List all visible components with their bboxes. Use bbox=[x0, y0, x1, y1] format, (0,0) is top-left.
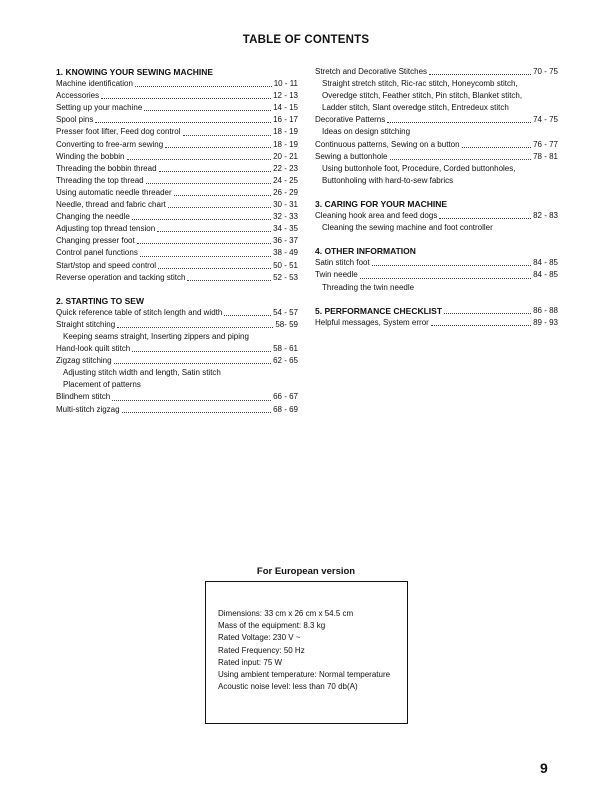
toc-entry-title: Adjusting top thread tension bbox=[56, 224, 156, 234]
toc-entry-pages: 52 - 53 bbox=[273, 272, 298, 282]
toc-entry[interactable] bbox=[56, 199, 298, 211]
section-heading-caring: 3. CARING FOR YOUR MACHINE bbox=[315, 198, 448, 209]
spec-dimensions: Dimensions: 33 cm x 26 cm x 54.5 cm bbox=[218, 609, 354, 618]
toc-entry[interactable] bbox=[56, 151, 298, 163]
toc-entry[interactable] bbox=[56, 187, 298, 199]
toc-entry-pages: 10 - 11 bbox=[273, 79, 298, 89]
toc-entry[interactable] bbox=[56, 260, 298, 272]
toc-entry-satin-stitch-foot[interactable]: Satin stitch foot 84 - 85 bbox=[315, 258, 558, 268]
toc-entry-pages: 50 - 51 bbox=[273, 260, 298, 270]
toc-entry-stretch-decorative[interactable]: Stretch and Decorative Stitches 70 - 75 bbox=[315, 67, 558, 76]
european-version-title: For European version bbox=[256, 566, 356, 577]
toc-entry-title: Setting up your machine bbox=[56, 103, 143, 113]
toc-entry-title: Converting to free-arm sewing bbox=[56, 139, 164, 149]
toc-entry-pages: 32 - 33 bbox=[273, 212, 298, 222]
section-1-entry-list bbox=[56, 78, 298, 284]
toc-entry-title: Machine identification bbox=[56, 79, 133, 89]
toc-subentry-stretch-3: Ladder stitch, Slant overedge stitch, Entredeux stitch bbox=[322, 103, 509, 113]
toc-entry-continuous-patterns[interactable]: Continuous patterns, Sewing on a button 76 - 77 bbox=[315, 139, 558, 149]
toc-entry[interactable] bbox=[56, 102, 298, 114]
toc-entry[interactable] bbox=[56, 163, 298, 175]
toc-entry[interactable] bbox=[56, 114, 298, 126]
toc-entry-title: Threading the bobbin thread bbox=[56, 163, 157, 173]
toc-entry-multi-stitch-zigzag[interactable]: Multi-stitch zigzag 68 - 69 bbox=[56, 404, 298, 414]
toc-entry-pages: 34 - 35 bbox=[273, 224, 298, 234]
toc-entry[interactable] bbox=[56, 78, 298, 90]
toc-entry-twin-needle[interactable]: Twin needle 84 - 85 bbox=[315, 270, 558, 280]
toc-entry-decorative-patterns[interactable]: Decorative Patterns 74 - 75 bbox=[315, 115, 558, 125]
toc-entry-blindhem[interactable]: Blindhem stitch 66 - 67 bbox=[56, 392, 298, 402]
toc-entry-title: Threading the top thread bbox=[56, 175, 144, 185]
toc-entry-pages: 22 - 23 bbox=[273, 163, 298, 173]
toc-subentry-decorative: Ideas on design stitching bbox=[322, 127, 411, 137]
toc-entry-cleaning-hook[interactable]: Cleaning hook area and feed dogs 82 - 83 bbox=[315, 211, 558, 221]
spec-rated-frequency: Rated Frequency: 50 Hz bbox=[218, 645, 305, 655]
toc-right-column bbox=[315, 66, 558, 329]
toc-entry-title: Presser foot lifter, Feed dog control bbox=[56, 127, 181, 137]
toc-entry[interactable] bbox=[56, 235, 298, 247]
toc-entry-zigzag[interactable]: Zigzag stitching 62 - 65 bbox=[56, 356, 298, 366]
toc-subentry-buttonhole-1: Using buttonhole foot, Procedure, Corded buttonholes, bbox=[322, 163, 516, 173]
toc-entry-title: Reverse operation and tacking stitch bbox=[56, 272, 186, 282]
spec-acoustic-noise: Acoustic noise level: less than 70 db(A) bbox=[218, 682, 358, 692]
toc-entry-title: Accessories bbox=[56, 91, 100, 101]
toc-entry[interactable] bbox=[56, 139, 298, 151]
toc-entry-sewing-buttonhole[interactable]: Sewing a buttonhole 78 - 81 bbox=[315, 151, 558, 161]
section-heading-other-info: 4. OTHER INFORMATION bbox=[315, 246, 416, 257]
spec-ambient-temperature: Using ambient temperature: Normal temperature bbox=[218, 670, 391, 680]
toc-entry-title: Changing the needle bbox=[56, 212, 130, 222]
toc-entry[interactable] bbox=[56, 272, 298, 284]
toc-entry-pages: 26 - 29 bbox=[273, 187, 298, 197]
toc-subentry-cleaning: Cleaning the sewing machine and foot controller bbox=[322, 223, 493, 233]
toc-subentry-stretch-2: Overedge stitch, Feather stitch, Pin stitch, Blanket stitch, bbox=[322, 91, 523, 101]
toc-subentry-stretch-1: Straight stretch stitch, Ric-rac stitch, Honeycomb stitch, bbox=[322, 79, 518, 89]
section-heading-knowing-machine: 1. KNOWING YOUR SEWING MACHINE bbox=[56, 67, 214, 77]
toc-entry-pages: 24 - 25 bbox=[273, 175, 298, 185]
toc-entry-pages: 38 - 49 bbox=[273, 248, 298, 258]
toc-entry-pages: 18 - 19 bbox=[273, 127, 298, 137]
toc-entry-pages: 30 - 31 bbox=[273, 200, 298, 210]
toc-subentry-twin-needle: Threading the twin needle bbox=[322, 282, 415, 292]
toc-entry-helpful-messages[interactable]: Helpful messages, System error 89 - 93 bbox=[315, 317, 558, 327]
toc-entry-straight-stitching[interactable]: Straight stitching 58- 59 bbox=[56, 319, 298, 329]
section-heading-performance-checklist: 5. PERFORMANCE CHECKLIST bbox=[315, 305, 443, 316]
toc-entry-pages: 12 - 13 bbox=[273, 91, 298, 101]
page-number: 9 bbox=[540, 760, 548, 776]
toc-entry[interactable] bbox=[56, 90, 298, 102]
toc-left-column bbox=[56, 66, 298, 416]
toc-entry-title: Control panel functions bbox=[56, 248, 138, 258]
toc-entry-hand-look-quilt[interactable]: Hand-look quilt stitch 58 - 61 bbox=[56, 344, 298, 354]
toc-entry-pages: 20 - 21 bbox=[273, 151, 298, 161]
toc-entry-title: Winding the bobbin bbox=[56, 151, 125, 161]
toc-entry-title: Changing presser foot bbox=[56, 236, 135, 246]
european-spec-box bbox=[205, 581, 408, 724]
spec-rated-input: Rated input: 75 W bbox=[218, 657, 283, 667]
spec-mass: Mass of the equipment: 8.3 kg bbox=[218, 621, 326, 631]
toc-entry[interactable] bbox=[56, 223, 298, 235]
toc-entry[interactable] bbox=[56, 175, 298, 187]
toc-entry-pages: 18 - 19 bbox=[273, 139, 298, 149]
toc-entry[interactable] bbox=[56, 247, 298, 259]
toc-subentry-zigzag-1: Adjusting stitch width and length, Satin stitch bbox=[63, 368, 221, 378]
page-title: TABLE OF CONTENTS bbox=[242, 34, 370, 46]
toc-entry-title: Spool pins bbox=[56, 115, 94, 125]
toc-entry-pages: 14 - 15 bbox=[273, 103, 298, 113]
toc-entry-performance-checklist[interactable]: 5. PERFORMANCE CHECKLIST 86 - 88 bbox=[315, 305, 558, 316]
toc-entry-title: Start/stop and speed control bbox=[56, 260, 157, 270]
toc-entry[interactable] bbox=[56, 211, 298, 223]
toc-entry-pages: 16 - 17 bbox=[273, 115, 298, 125]
toc-subentry-buttonhole-2: Buttonholing with hard-to-sew fabrics bbox=[322, 175, 454, 185]
toc-entry-pages: 36 - 37 bbox=[273, 236, 298, 246]
section-heading-starting-to-sew: 2. STARTING TO SEW bbox=[56, 295, 144, 306]
spec-rated-voltage: Rated Voltage: 230 V ~ bbox=[218, 633, 301, 643]
toc-subentry-straight: Keeping seams straight, Inserting zippers and piping bbox=[63, 331, 249, 341]
toc-entry[interactable] bbox=[56, 126, 298, 138]
toc-entry-title: Using automatic needle threader bbox=[56, 187, 172, 197]
toc-subentry-zigzag-2: Placement of patterns bbox=[63, 380, 141, 390]
toc-entry-title: Needle, thread and fabric chart bbox=[56, 200, 166, 210]
toc-entry-quick-reference[interactable]: Quick reference table of stitch length and width 54 - 57 bbox=[56, 307, 298, 317]
